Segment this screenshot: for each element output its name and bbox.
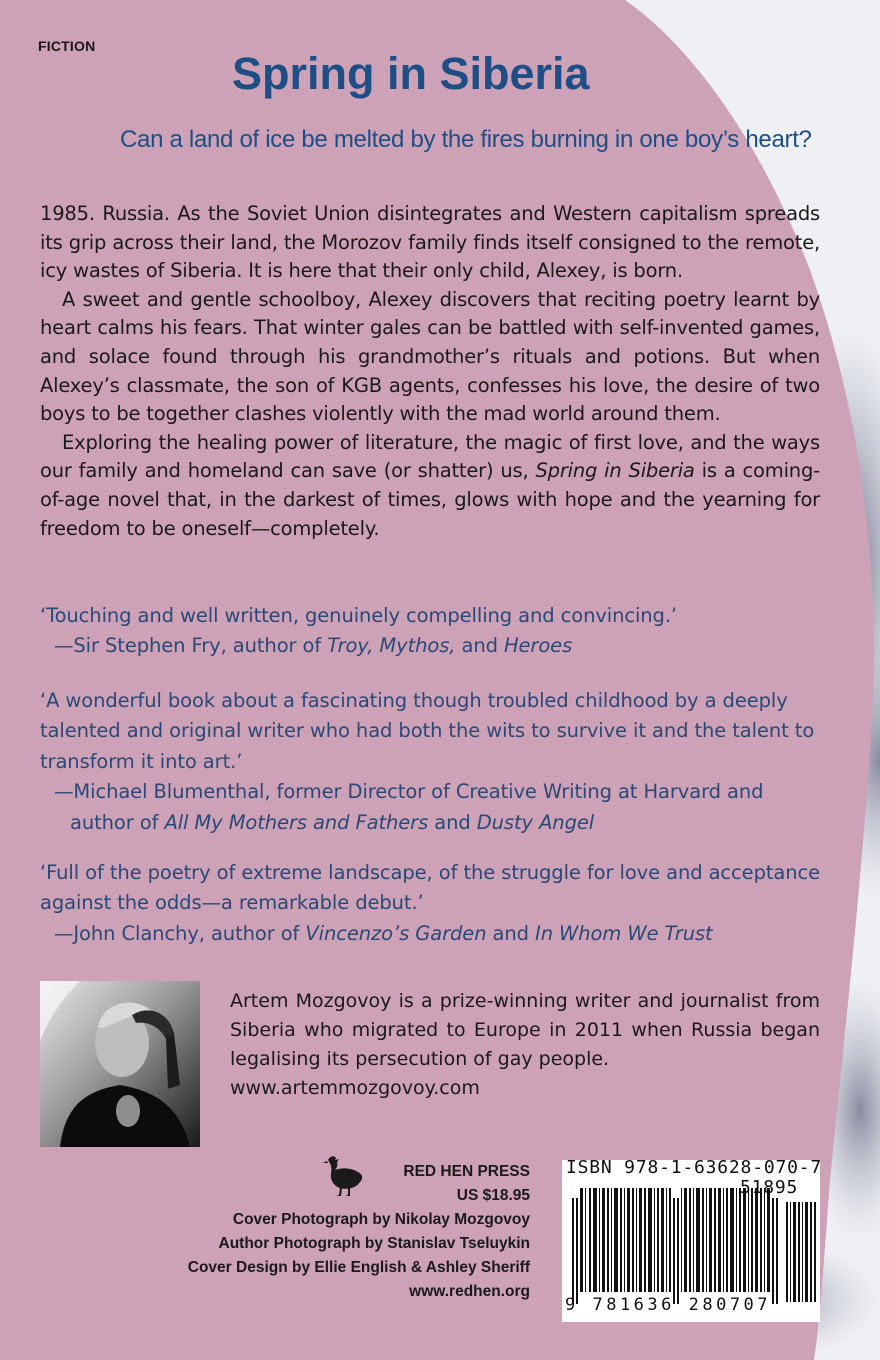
ean-digits: 9 781636 280707 xyxy=(565,1295,772,1315)
author-bio-text: Artem Mozgovoy is a prize-winning writer and journalist from Siberia who migrated to Europe in 2011 when Russia began legalising its persecution of gay people. xyxy=(230,990,820,1070)
review-quote xyxy=(40,686,830,838)
price-code: 51895 xyxy=(740,1177,799,1198)
text-run: author of xyxy=(70,810,165,834)
price: US $18.95 xyxy=(456,1186,530,1204)
review-quote xyxy=(40,601,830,662)
book-title-inline: Spring in Siberia xyxy=(535,459,695,483)
publisher-website: www.redhen.org xyxy=(409,1282,530,1300)
quote-attribution xyxy=(40,919,830,949)
genre-label: FICTION xyxy=(38,38,96,54)
quote-text: ‘Full of the poetry of extreme landscape, of the struggle for love and acceptance against the odds—a remarkable debut.’ xyxy=(40,861,821,915)
text-run: —John Clanchy, author of xyxy=(54,921,306,945)
text-run: Exploring the healing power of literature, the magic of first love, and the ways our family and homeland can save (or shatter) us, xyxy=(40,430,820,483)
quote-attribution: —Michael Blumenthal, former Director of Creative Writing at Harvard and xyxy=(54,780,764,804)
work-title: Vincenzo’s Garden xyxy=(305,921,487,945)
work-title: All My Mothers and Fathers xyxy=(164,810,429,834)
description-paragraph: A sweet and gentle schoolboy, Alexey discovers that reciting poetry learnt by heart calms his fears. That winter gales can be battled with self-invented games, and solace found through his grandmother’s rituals and potions. But when Alexey’s classmate, the son of KGB agents, confesses his love, the desire of two boys to be together clashes violently with the mad world around them. xyxy=(40,287,820,426)
book-title: Spring in Siberia xyxy=(232,48,590,99)
book-description xyxy=(40,200,820,543)
quote-attribution xyxy=(40,808,830,838)
work-title: Heroes xyxy=(503,634,573,658)
cover-photo-credit: Cover Photograph by Nikolay Mozgovoy xyxy=(232,1210,530,1228)
text-run: and xyxy=(455,634,504,658)
isbn-number: ISBN 978-1-63628-070-7 xyxy=(566,1157,823,1178)
author-photo-credit: Author Photograph by Stanislav Tseluykin xyxy=(218,1234,530,1252)
cover-design-credit: Cover Design by Ellie English & Ashley Sheriff xyxy=(187,1258,530,1276)
ean-bars xyxy=(572,1188,778,1304)
author-portrait xyxy=(40,981,200,1147)
quote-attribution xyxy=(40,631,830,661)
addon-bars xyxy=(786,1202,816,1302)
publisher-name: RED HEN PRESS xyxy=(403,1163,530,1180)
work-title: In Whom We Trust xyxy=(535,921,713,945)
description-paragraph xyxy=(40,429,820,543)
quote-text: ‘Touching and well written, genuinely compelling and convincing.’ xyxy=(40,604,678,627)
text-run: is a coming-of-age novel that, in the darkest of times, glows with hope and the yearning for freedom to be oneself—completely. xyxy=(40,459,820,540)
tagline: Can a land of ice be melted by the fires burning in one boy’s heart? xyxy=(120,126,812,153)
work-title: Dusty Angel xyxy=(476,810,595,834)
text-run: —Sir Stephen Fry, author of xyxy=(54,634,328,658)
review-quote xyxy=(40,858,830,949)
quote-text: ‘A wonderful book about a fascinating though troubled childhood by a deeply talented and original writer who had both the wits to survive it and the talent to transform it into art.’ xyxy=(40,689,815,773)
publisher-credits xyxy=(160,1160,530,1303)
text-run: and xyxy=(428,810,477,834)
work-title: Troy, Mythos, xyxy=(327,634,456,658)
author-bio xyxy=(230,987,820,1103)
text-run: and xyxy=(486,921,536,945)
description-paragraph: 1985. Russia. As the Soviet Union disintegrates and Western capitalism spreads its grip across their land, the Morozov family finds itself consigned to the remote, icy wastes of Siberia. It is here that their only child, Alexey, is born. xyxy=(40,202,820,283)
author-photo xyxy=(40,981,200,1147)
author-website: www.artemmozgovoy.com xyxy=(230,1077,480,1099)
